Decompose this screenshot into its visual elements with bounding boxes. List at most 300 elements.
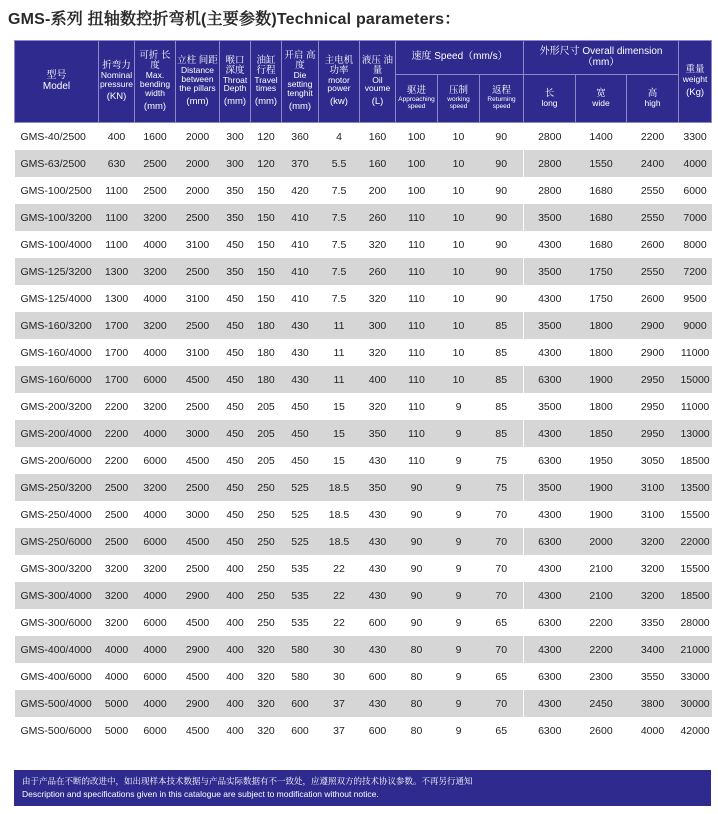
table-cell: 300: [226, 130, 244, 143]
table-cell: 150: [251, 204, 282, 231]
table-cell: 90: [396, 582, 438, 609]
model-cell: GMS-160/4000: [20, 346, 92, 359]
table-cell: 11000: [680, 400, 710, 413]
table-cell: 28000: [680, 616, 710, 629]
table-row: [15, 528, 712, 555]
table-cell: 2550: [627, 258, 679, 285]
table-cell: 80: [396, 690, 438, 717]
header-approach-cn: 驱进: [406, 85, 426, 97]
footer-note-cn: 由于产品在不断的改进中，如出现样本技术数据与产品实际数据有不一致处，应遵照双方的技术协议参数。不再另行通知: [22, 776, 473, 786]
header-travel-unit: (mm): [254, 96, 278, 108]
table-cell: 3100: [185, 346, 210, 359]
table-cell: 3200: [135, 312, 176, 339]
table-cell: 1800: [589, 400, 613, 413]
header-long-en: long: [541, 98, 558, 109]
header-throat-en: Throat Depth: [222, 74, 248, 94]
header-pillars-cn: 立柱 间距: [177, 55, 218, 67]
table-cell: 410: [291, 292, 309, 305]
table-cell: 15000: [679, 366, 712, 393]
header-length-unit: (mm): [143, 100, 167, 112]
table-cell: 450: [291, 454, 309, 467]
header-speed-group: 速度 Speed（mm/s）: [396, 41, 524, 75]
table-cell: 9000: [679, 312, 712, 339]
table-cell: 1750: [576, 258, 627, 285]
header-oil: [360, 41, 396, 123]
table-cell: 2100: [576, 582, 627, 609]
table-cell: 5.5: [319, 150, 360, 177]
header-throat-unit: (mm): [223, 96, 247, 108]
table-row: [15, 663, 712, 690]
table-cell: 22: [333, 562, 345, 575]
table-cell: 9: [438, 690, 480, 717]
header-working-en: working speed: [447, 96, 470, 111]
header-power-en: motor power: [327, 74, 351, 94]
table-cell: 3100: [185, 292, 210, 305]
table-cell: 420: [291, 184, 309, 197]
table-cell: 205: [257, 400, 275, 413]
table-cell: 85: [495, 346, 508, 359]
table-cell: 600: [282, 690, 319, 717]
table-cell: 1680: [576, 204, 627, 231]
table-cell: 1680: [589, 238, 613, 251]
table-cell: 320: [368, 346, 387, 359]
header-throat-cn: 喉口 深度: [225, 54, 245, 76]
table-row: [15, 501, 712, 528]
footer-note: [14, 770, 711, 806]
table-cell: 580: [282, 636, 319, 663]
table-cell: 1700: [99, 312, 135, 339]
table-cell: 2800: [524, 177, 576, 204]
table-cell: 1750: [589, 292, 613, 305]
table-cell: 2800: [524, 150, 576, 177]
table-cell: 18500: [679, 582, 712, 609]
table-cell: 1600: [143, 130, 167, 143]
table-cell: 10: [438, 150, 480, 177]
table-cell: 4300: [524, 555, 576, 582]
table-cell: 180: [251, 312, 282, 339]
table-cell: 1800: [576, 312, 627, 339]
table-cell: 11: [319, 366, 360, 393]
model-cell: GMS-250/4000: [20, 508, 92, 521]
table-cell: 2200: [640, 130, 665, 143]
header-power: [319, 41, 360, 123]
table-cell: 30: [319, 636, 360, 663]
table-cell: 110: [396, 312, 438, 339]
table-cell: 430: [368, 562, 387, 575]
table-cell: 4000: [679, 150, 712, 177]
table-cell: 85: [480, 366, 524, 393]
table-cell: 2450: [576, 690, 627, 717]
model-cell: GMS-100/2500: [20, 184, 92, 197]
table-cell: 410: [282, 258, 319, 285]
model-cell: GMS-125/4000: [20, 292, 92, 305]
table-cell: 3500: [524, 474, 576, 501]
header-long: [524, 75, 576, 123]
table-cell: 3200: [143, 400, 167, 413]
table-cell: 300: [360, 312, 396, 339]
header-model-en: Model: [42, 80, 71, 92]
table-cell: 2900: [176, 582, 220, 609]
header-throat: [220, 41, 251, 123]
table-cell: 450: [291, 400, 309, 413]
model-cell: GMS-100/3200: [15, 204, 99, 231]
table-cell: 9: [438, 528, 480, 555]
table-cell: 37: [319, 690, 360, 717]
table-cell: 18500: [680, 454, 710, 467]
table-cell: 2100: [589, 562, 613, 575]
table-cell: 3800: [627, 690, 679, 717]
table-cell: 3500: [524, 204, 576, 231]
table-cell: 22: [333, 616, 345, 629]
model-cell: GMS-300/3200: [20, 562, 92, 575]
table-cell: 3200: [627, 528, 679, 555]
header-long-cn: 长: [544, 88, 555, 100]
table-cell: 10: [452, 292, 465, 305]
model-cell: GMS-125/3200: [15, 258, 99, 285]
table-cell: 250: [251, 528, 282, 555]
header-pillars-en: Distance between the pillars: [179, 65, 216, 93]
table-cell: 13500: [679, 474, 712, 501]
table-cell: 3200: [135, 474, 176, 501]
table-cell: 2500: [176, 204, 220, 231]
table-cell: 18.5: [319, 474, 360, 501]
table-cell: 7.5: [331, 292, 347, 305]
header-oil-cn: 液压 油量: [361, 54, 394, 76]
table-cell: 65: [495, 616, 508, 629]
table-cell: 42000: [680, 724, 710, 737]
header-dimension-group: 外形尺寸 Overall dimension（mm）: [524, 41, 679, 75]
table-cell: 5000: [99, 690, 135, 717]
table-cell: 15: [333, 400, 345, 413]
header-returning: [480, 75, 524, 123]
table-cell: 350: [360, 474, 396, 501]
table-cell: 2900: [640, 346, 665, 359]
header-travel-cn: 油缸 行程: [256, 54, 276, 76]
table-cell: 90: [410, 616, 423, 629]
table-cell: 410: [282, 204, 319, 231]
header-oil-unit: (L): [371, 96, 384, 108]
header-pillars: [176, 41, 220, 123]
table-cell: 37: [333, 724, 345, 737]
table-row: [15, 258, 712, 285]
table-cell: 90: [410, 562, 423, 575]
table-cell: 320: [368, 292, 387, 305]
header-length: [135, 41, 176, 123]
table-cell: 450: [226, 400, 244, 413]
model-cell: GMS-250/6000: [15, 528, 99, 555]
table-cell: 85: [495, 400, 508, 413]
table-cell: 5000: [104, 724, 129, 737]
table-cell: 2600: [589, 724, 613, 737]
table-row: [15, 231, 712, 258]
table-cell: 3100: [640, 508, 665, 521]
table-cell: 600: [368, 616, 387, 629]
header-returning-cn: 返程: [492, 85, 512, 97]
table-cell: 350: [220, 204, 251, 231]
table-cell: 430: [291, 346, 309, 359]
table-cell: 250: [257, 508, 275, 521]
footer-note-en: Description and specifications given in this catalogue are subject to modification without notice.: [22, 789, 379, 799]
table-cell: 150: [257, 238, 275, 251]
table-cell: 9: [455, 400, 462, 413]
table-cell: 4500: [185, 724, 210, 737]
table-row: [15, 636, 712, 663]
table-cell: 15: [333, 454, 345, 467]
table-cell: 3200: [99, 582, 135, 609]
table-cell: 4300: [524, 420, 576, 447]
table-cell: 90: [480, 204, 524, 231]
table-cell: 2500: [185, 400, 210, 413]
table-cell: 33000: [680, 670, 710, 683]
table-cell: 525: [282, 474, 319, 501]
model-cell: GMS-400/4000: [15, 636, 99, 663]
table-cell: 6300: [524, 609, 576, 636]
table-cell: 2000: [185, 130, 210, 143]
table-cell: 3300: [683, 130, 707, 143]
table-row: [15, 582, 712, 609]
table-cell: 75: [480, 474, 524, 501]
table-cell: 3100: [627, 474, 679, 501]
table-cell: 3500: [524, 312, 576, 339]
table-cell: 2300: [589, 670, 613, 683]
table-cell: 110: [408, 292, 425, 305]
table-cell: 110: [408, 346, 425, 359]
table-cell: 3500: [524, 258, 576, 285]
header-open-height: [282, 41, 319, 123]
table-cell: 2900: [627, 312, 679, 339]
table-cell: 450: [220, 366, 251, 393]
table-cell: 70: [480, 582, 524, 609]
table-cell: 2200: [104, 454, 129, 467]
table-cell: 300: [220, 150, 251, 177]
table-cell: 3500: [524, 393, 576, 420]
table-cell: 150: [257, 292, 275, 305]
header-returning-en: Returning speed: [487, 96, 516, 111]
header-travel-en: Travel times: [254, 74, 278, 94]
header-weight-unit: (Kg): [686, 86, 705, 98]
table-cell: 2500: [176, 474, 220, 501]
table-cell: 9: [438, 636, 480, 663]
model-cell: GMS-300/4000: [15, 582, 99, 609]
table-cell: 6300: [524, 528, 576, 555]
table-cell: 4000: [135, 636, 176, 663]
header-working: [438, 75, 480, 123]
table-cell: 320: [251, 636, 282, 663]
table-cell: 110: [396, 420, 438, 447]
table-cell: 350: [226, 184, 244, 197]
table-cell: 6000: [143, 724, 167, 737]
table-cell: 90: [480, 258, 524, 285]
table-cell: 1400: [589, 130, 613, 143]
table-cell: 2500: [185, 562, 210, 575]
table-cell: 250: [251, 474, 282, 501]
table-cell: 9: [455, 670, 462, 683]
table-cell: 9: [438, 582, 480, 609]
table-cell: 9: [455, 508, 462, 521]
table-cell: 4000: [104, 670, 129, 683]
table-cell: 2600: [640, 292, 665, 305]
table-cell: 320: [368, 238, 387, 251]
table-cell: 4300: [524, 582, 576, 609]
table-cell: 7200: [679, 258, 712, 285]
table-cell: 2900: [176, 636, 220, 663]
table-cell: 450: [220, 474, 251, 501]
table-cell: 90: [396, 474, 438, 501]
model-cell: GMS-63/2500: [15, 150, 99, 177]
header-weight-cn: 重量: [685, 64, 705, 76]
table-cell: 3000: [185, 508, 210, 521]
header-oil-en: Oil voume: [364, 74, 391, 94]
table-cell: 180: [251, 366, 282, 393]
table-cell: 4300: [524, 339, 576, 366]
table-cell: 400: [220, 636, 251, 663]
table-cell: 11000: [680, 346, 710, 359]
table-cell: 1300: [104, 292, 129, 305]
table-cell: 450: [226, 238, 244, 251]
table-cell: 8000: [683, 238, 707, 251]
table-cell: 2950: [640, 400, 665, 413]
table-cell: 90: [410, 508, 423, 521]
table-cell: 10: [452, 130, 465, 143]
table-cell: 320: [368, 400, 387, 413]
table-row: [15, 447, 712, 474]
table-cell: 90: [495, 130, 508, 143]
table-row: [15, 555, 712, 582]
table-cell: 205: [257, 454, 275, 467]
table-cell: 15: [319, 420, 360, 447]
model-cell: GMS-500/6000: [20, 724, 92, 737]
header-open-height-en: Die setting tenghit: [287, 70, 313, 98]
table-cell: 400: [220, 690, 251, 717]
table-cell: 6000: [135, 528, 176, 555]
table-cell: 65: [495, 724, 508, 737]
table-cell: 11: [333, 346, 345, 359]
table-cell: 90: [495, 238, 508, 251]
table-cell: 110: [408, 454, 425, 467]
table-cell: 150: [257, 184, 275, 197]
table-cell: 430: [282, 312, 319, 339]
table-cell: 450: [220, 312, 251, 339]
table-cell: 18.5: [319, 528, 360, 555]
table-cell: 370: [282, 150, 319, 177]
table-cell: 1950: [589, 454, 613, 467]
header-length-en: Max. bending width: [139, 70, 171, 98]
table-cell: 400: [360, 366, 396, 393]
model-cell: GMS-250/3200: [15, 474, 99, 501]
table-cell: 250: [257, 616, 275, 629]
header-length-cn: 可折 长度: [139, 50, 171, 72]
table-cell: 3200: [104, 562, 129, 575]
table-cell: 430: [360, 528, 396, 555]
table-cell: 15500: [680, 508, 710, 521]
table-cell: 4500: [185, 670, 210, 683]
table-cell: 21000: [679, 636, 712, 663]
table-cell: 4000: [135, 690, 176, 717]
header-wide-cn: 宽: [596, 88, 606, 100]
table-cell: 350: [360, 420, 396, 447]
table-cell: 4000: [640, 724, 665, 737]
table-row: [15, 420, 712, 447]
table-cell: 100: [407, 130, 426, 143]
header-approach: [396, 75, 438, 123]
header-model: [15, 41, 99, 123]
table-row: [15, 123, 712, 151]
table-cell: 3100: [185, 238, 210, 251]
table-cell: 2200: [99, 420, 135, 447]
table-cell: 525: [282, 528, 319, 555]
table-cell: 100: [396, 150, 438, 177]
table-cell: 1900: [589, 508, 613, 521]
table-cell: 4000: [143, 238, 167, 251]
table-cell: 13000: [679, 420, 712, 447]
table-cell: 3200: [627, 582, 679, 609]
table-cell: 400: [226, 616, 244, 629]
table-cell: 6300: [524, 447, 576, 474]
table-row: [15, 474, 712, 501]
table-cell: 2500: [104, 508, 129, 521]
table-cell: 3200: [135, 204, 176, 231]
model-cell: GMS-200/6000: [20, 454, 92, 467]
table-cell: 7.5: [319, 204, 360, 231]
table-cell: 3200: [135, 258, 176, 285]
table-cell: 6000: [683, 184, 707, 197]
table-cell: 160: [360, 150, 396, 177]
table-cell: 1700: [104, 346, 129, 359]
table-cell: 110: [396, 366, 438, 393]
header-approach-en: Approaching speed: [398, 96, 435, 111]
table-cell: 7000: [679, 204, 712, 231]
table-cell: 22000: [679, 528, 712, 555]
table-row: [15, 393, 712, 420]
table-cell: 70: [495, 508, 508, 521]
table-cell: 1680: [589, 184, 613, 197]
table-cell: 6000: [143, 670, 167, 683]
model-cell: GMS-300/6000: [20, 616, 92, 629]
table-cell: 3200: [640, 562, 665, 575]
table-row: [15, 312, 712, 339]
table-cell: 7.5: [319, 258, 360, 285]
table-cell: 22: [319, 582, 360, 609]
table-cell: 250: [251, 582, 282, 609]
table-cell: 600: [368, 724, 387, 737]
table-cell: 2800: [524, 123, 576, 151]
table-cell: 410: [291, 238, 309, 251]
table-cell: 200: [368, 184, 387, 197]
table-cell: 1850: [576, 420, 627, 447]
model-cell: GMS-100/4000: [20, 238, 92, 251]
table-cell: 85: [480, 312, 524, 339]
table-row: [15, 366, 712, 393]
table-cell: 260: [360, 258, 396, 285]
table-cell: 260: [360, 204, 396, 231]
table-cell: 2500: [176, 258, 220, 285]
table-cell: 1100: [105, 238, 128, 251]
header-wide-en: wide: [592, 98, 610, 109]
table-cell: 75: [495, 454, 508, 467]
table-cell: 180: [257, 346, 275, 359]
table-cell: 10: [438, 258, 480, 285]
header-power-cn: 主电机 功率: [324, 54, 354, 76]
table-cell: 2600: [640, 238, 665, 251]
table-cell: 4000: [135, 420, 176, 447]
table-row: [15, 150, 712, 177]
table-row: [15, 285, 712, 312]
table-cell: 100: [407, 184, 426, 197]
table-cell: 525: [291, 508, 309, 521]
table-cell: 6000: [143, 616, 167, 629]
header-travel: [251, 41, 282, 123]
page-title: GMS-系列 扭轴数控折弯机(主要参数)Technical parameters：: [8, 11, 461, 28]
